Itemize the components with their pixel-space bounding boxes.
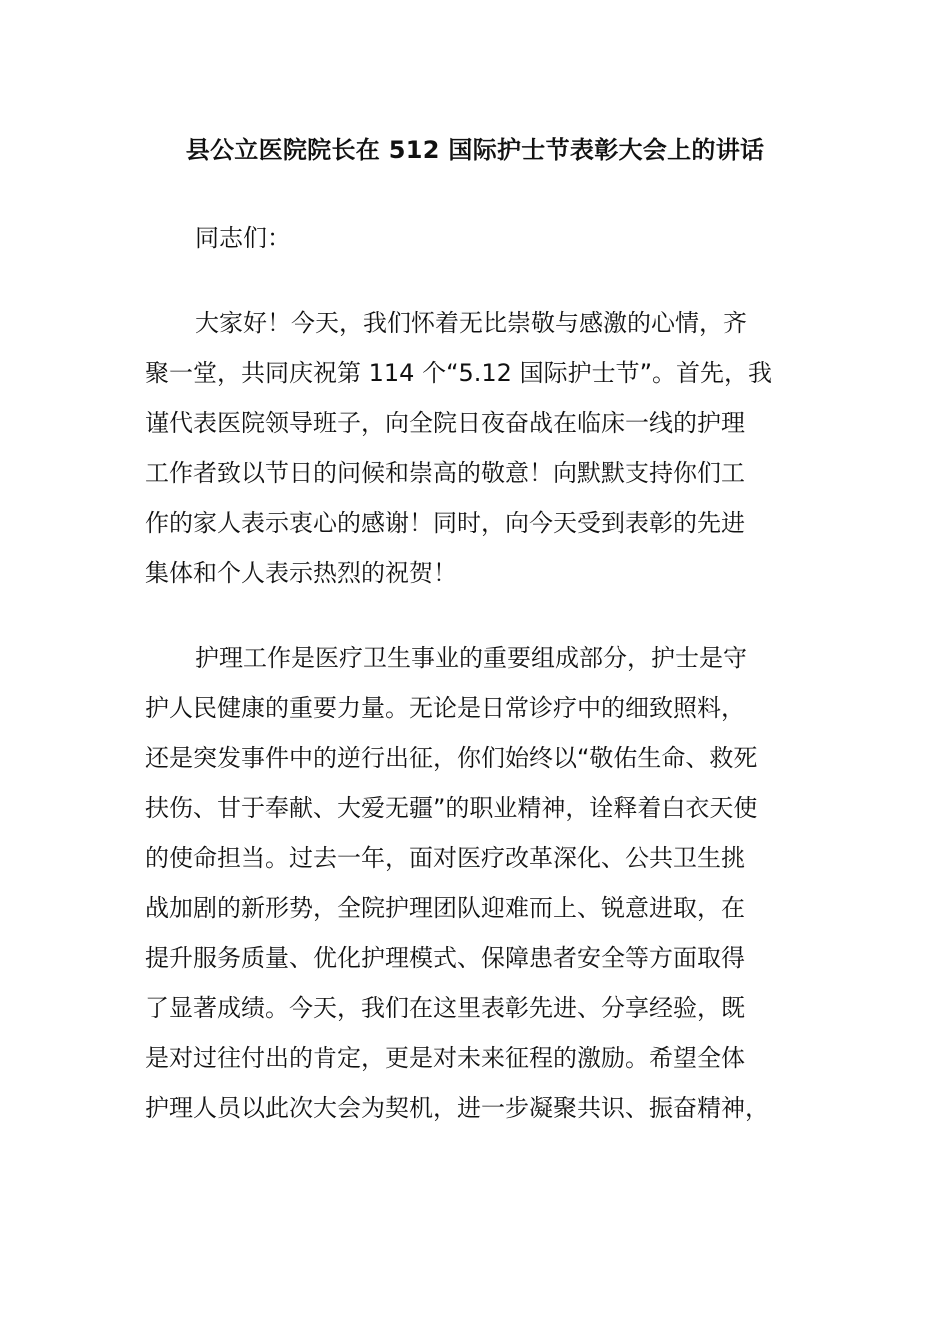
paragraph-nursing-work <box>145 633 825 1133</box>
paragraph-line: 作的家人表示衷心的感谢！同时，向今天受到表彰的先进 <box>145 509 745 537</box>
paragraph-line: 大家好！今天，我们怀着无比崇敬与感激的心情，齐 <box>195 309 747 337</box>
paragraph-line: 护人民健康的重要力量。无论是日常诊疗中的细致照料， <box>145 694 745 722</box>
paragraph-line: 还是突发事件中的逆行出征，你们始终以“敬佑生命、救死 <box>145 744 758 772</box>
paragraph-line: 的使命担当。过去一年，面对医疗改革深化、公共卫生挑 <box>145 844 745 872</box>
paragraph-line: 战加剧的新形势，全院护理团队迎难而上、锐意进取，在 <box>145 894 745 922</box>
paragraph-line: 护理工作是医疗卫生事业的重要组成部分，护士是守 <box>195 644 747 672</box>
paragraph-line: 聚一堂，共同庆祝第 114 个“5.12 国际护士节”。首先，我 <box>145 359 772 387</box>
paragraph-line: 护理人员以此次大会为契机，进一步凝聚共识、振奋精神， <box>145 1094 769 1122</box>
paragraph-line: 谨代表医院领导班子，向全院日夜奋战在临床一线的护理 <box>145 409 745 437</box>
paragraph-line: 了显著成绩。今天，我们在这里表彰先进、分享经验，既 <box>145 994 745 1022</box>
paragraph-line: 工作者致以节日的问候和崇高的敬意！向默默支持你们工 <box>145 459 745 487</box>
paragraph-line: 集体和个人表示热烈的祝贺！ <box>145 559 457 587</box>
document-title: 县公立医院院长在 512 国际护士节表彰大会上的讲话 <box>185 136 765 164</box>
paragraph-line: 扶伤、甘于奉献、大爱无疆”的职业精神，诠释着白衣天使 <box>145 794 758 822</box>
paragraph-greeting <box>145 298 825 598</box>
salutation: 同志们： <box>195 224 291 252</box>
paragraph-line: 提升服务质量、优化护理模式、保障患者安全等方面取得 <box>145 944 745 972</box>
paragraph-line: 是对过往付出的肯定，更是对未来征程的激励。希望全体 <box>145 1044 745 1072</box>
